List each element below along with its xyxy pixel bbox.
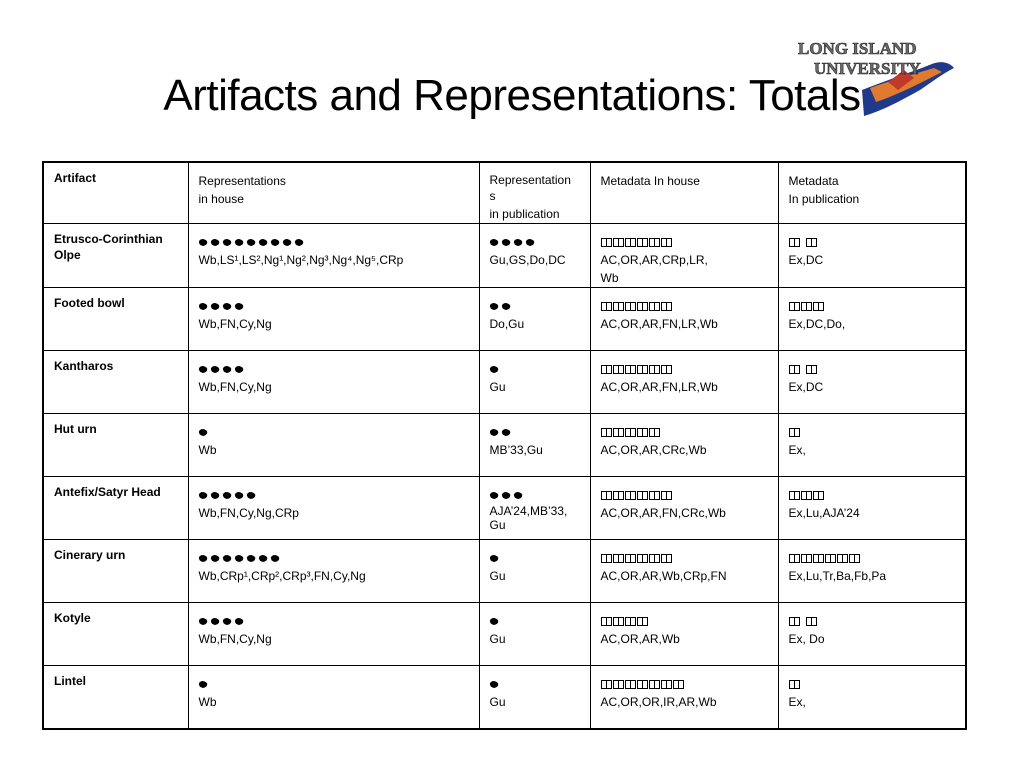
metadata-book-icon xyxy=(813,554,824,563)
metadata-in-house-icons xyxy=(601,612,768,630)
metadata-in-publication-cell xyxy=(778,351,966,414)
representation-blob-icon xyxy=(234,554,243,562)
metadata-book-icon xyxy=(825,554,836,563)
representation-blob-icon xyxy=(210,617,219,625)
rep-in-publication-cell xyxy=(479,666,590,730)
metadata-book-icon xyxy=(613,617,624,626)
representation-blob-icon xyxy=(246,554,255,562)
metadata-in-house-cell xyxy=(590,603,778,666)
metadata-in-publication-codes: Ex,Lu,Tr,Ba,Fb,Pa xyxy=(788,569,887,583)
rep-in-house-icons xyxy=(199,360,469,378)
metadata-book-icon xyxy=(789,680,800,689)
metadata-in-publication-cell xyxy=(778,477,966,540)
representation-blob-icon xyxy=(489,491,498,499)
artifact-cell xyxy=(43,666,188,730)
metadata-book-icon xyxy=(789,238,800,247)
metadata-in-house-codes: AC,OR,AR,FN,LR,Wb xyxy=(600,380,718,394)
rep-in-house-codes: Wb,FN,Cy,Ng xyxy=(198,380,272,394)
header-row xyxy=(43,162,966,224)
logo-line-1: LONG ISLAND xyxy=(798,39,917,58)
metadata-book-icon xyxy=(601,617,612,626)
rep-in-publication-cell xyxy=(479,477,590,540)
metadata-book-icon xyxy=(601,554,612,563)
metadata-book-icon xyxy=(613,491,624,500)
metadata-book-icon xyxy=(601,302,612,311)
metadata-book-icon xyxy=(613,365,624,374)
metadata-book-icon xyxy=(649,238,660,247)
metadata-book-icon xyxy=(789,428,800,437)
representation-blob-icon xyxy=(198,238,207,246)
metadata-book-icon xyxy=(661,491,672,500)
representation-blob-icon xyxy=(489,365,498,373)
rep-in-house-cell xyxy=(188,351,479,414)
artifact-cell xyxy=(43,414,188,477)
metadata-in-house-cell xyxy=(590,288,778,351)
representation-blob-icon xyxy=(258,554,267,562)
representation-blob-icon xyxy=(501,491,510,499)
artifact-cell xyxy=(43,351,188,414)
metadata-book-icon xyxy=(613,680,624,689)
metadata-in-house-codes: AC,OR,AR,Wb xyxy=(600,632,680,646)
artifact-cell xyxy=(43,540,188,603)
rep-in-house-cell xyxy=(188,603,479,666)
representation-blob-icon xyxy=(489,428,498,436)
artifact-name: Footed bowl xyxy=(54,296,125,310)
artifact-cell xyxy=(43,224,188,288)
metadata-book-icon xyxy=(601,428,612,437)
representation-blob-icon xyxy=(210,238,219,246)
rep-in-house-codes: Wb,CRp¹,CRp²,CRp³,FN,Cy,Ng xyxy=(198,569,366,583)
metadata-book-icon xyxy=(625,491,636,500)
rep-in-house-codes: Wb,LS¹,LS²,Ng¹,Ng²,Ng³,Ng⁴,Ng⁵,CRp xyxy=(198,253,404,267)
representation-blob-icon xyxy=(501,302,510,310)
metadata-book-icon xyxy=(801,554,812,563)
representation-blob-icon xyxy=(270,238,279,246)
representation-blob-icon xyxy=(198,617,207,625)
university-logo xyxy=(792,30,957,122)
metadata-book-icon xyxy=(649,302,660,311)
rep-in-house-cell xyxy=(188,414,479,477)
representation-blob-icon xyxy=(501,428,510,436)
artifact-cell xyxy=(43,288,188,351)
rep-in-publication-cell xyxy=(479,603,590,666)
metadata-in-publication-codes: Ex,DC xyxy=(788,380,824,394)
rep-in-publication-codes: Gu xyxy=(489,380,506,394)
metadata-in-publication-icons xyxy=(789,360,956,378)
metadata-in-publication-icons xyxy=(789,297,956,315)
metadata-book-icon xyxy=(789,302,800,311)
metadata-in-publication-cell xyxy=(778,224,966,288)
representation-blob-icon xyxy=(222,365,231,373)
metadata-book-icon xyxy=(806,617,817,626)
rep-in-publication-codes: Gu,GS,Do,DC xyxy=(489,253,566,267)
representation-blob-icon xyxy=(258,238,267,246)
artifact-name: Etrusco-Corinthian Olpe xyxy=(54,232,163,262)
table-row xyxy=(43,351,966,414)
rep-in-publication-codes: Gu xyxy=(489,632,506,646)
metadata-book-icon xyxy=(637,428,648,437)
metadata-in-house-cell xyxy=(590,224,778,288)
representation-blob-icon xyxy=(489,554,498,562)
representation-blob-icon xyxy=(222,617,231,625)
metadata-book-icon xyxy=(661,238,672,247)
rep-in-publication-cell xyxy=(479,288,590,351)
representation-blob-icon xyxy=(246,491,255,499)
metadata-in-publication-codes: Ex, xyxy=(788,443,806,457)
rep-in-publication-icons xyxy=(490,549,580,567)
metadata-book-icon xyxy=(601,238,612,247)
header-artifact: Artifact xyxy=(43,162,188,224)
logo-line-2: UNIVERSITY xyxy=(814,59,921,78)
representation-blob-icon xyxy=(210,302,219,310)
representation-blob-icon xyxy=(489,302,498,310)
metadata-book-icon xyxy=(637,617,648,626)
metadata-in-house-codes: AC,OR,AR,Wb,CRp,FN xyxy=(600,569,727,583)
artifact-name: Cinerary urn xyxy=(54,548,126,562)
representation-blob-icon xyxy=(525,238,534,246)
rep-in-publication-icons xyxy=(490,423,580,441)
metadata-in-publication-icons xyxy=(789,486,956,504)
metadata-book-icon xyxy=(813,302,824,311)
representation-blob-icon xyxy=(489,238,498,246)
representation-blob-icon xyxy=(198,302,207,310)
representation-blob-icon xyxy=(489,680,498,688)
metadata-book-icon xyxy=(649,365,660,374)
slide-title: Artifacts and Representations: Totals xyxy=(163,71,861,120)
representation-blob-icon xyxy=(198,491,207,499)
metadata-book-icon xyxy=(637,365,648,374)
metadata-in-publication-cell xyxy=(778,603,966,666)
rep-in-house-cell xyxy=(188,288,479,351)
rep-in-publication-codes: Do,Gu xyxy=(489,317,525,331)
representation-blob-icon xyxy=(222,302,231,310)
rep-in-house-codes: Wb,FN,Cy,Ng,CRp xyxy=(198,506,299,520)
metadata-in-publication-cell xyxy=(778,666,966,730)
metadata-in-house-icons xyxy=(601,360,768,378)
rep-in-publication-codes: Gu xyxy=(489,569,506,583)
metadata-in-house-icons xyxy=(601,233,768,251)
rep-in-publication-cell xyxy=(479,351,590,414)
representation-blob-icon xyxy=(234,302,243,310)
metadata-in-publication-icons xyxy=(789,549,956,567)
rep-in-house-icons xyxy=(199,486,469,504)
metadata-book-icon xyxy=(601,365,612,374)
rep-in-house-icons xyxy=(199,612,469,630)
rep-in-house-cell xyxy=(188,477,479,540)
metadata-in-house-icons xyxy=(601,486,768,504)
metadata-in-house-icons xyxy=(601,549,768,567)
representation-blob-icon xyxy=(270,554,279,562)
artifact-name: Kotyle xyxy=(54,611,91,625)
representation-blob-icon xyxy=(513,238,522,246)
artifact-name: Kantharos xyxy=(54,359,114,373)
metadata-book-icon xyxy=(601,491,612,500)
table-row xyxy=(43,477,966,540)
metadata-book-icon xyxy=(661,680,672,689)
table-row xyxy=(43,666,966,730)
artifact-name: Hut urn xyxy=(54,422,97,436)
metadata-in-house-icons xyxy=(601,675,768,693)
metadata-in-house-codes: AC,OR,AR,FN,LR,Wb xyxy=(600,317,718,331)
representation-blob-icon xyxy=(198,365,207,373)
metadata-book-icon xyxy=(801,302,812,311)
metadata-book-icon xyxy=(801,491,812,500)
metadata-in-house-icons xyxy=(601,297,768,315)
metadata-book-icon xyxy=(613,554,624,563)
metadata-book-icon xyxy=(601,680,612,689)
metadata-book-icon xyxy=(637,238,648,247)
representation-blob-icon xyxy=(210,554,219,562)
metadata-book-icon xyxy=(789,617,800,626)
rep-in-house-codes: Wb xyxy=(198,443,217,457)
metadata-book-icon xyxy=(637,302,648,311)
rep-in-publication-icons xyxy=(490,360,580,378)
table-row xyxy=(43,540,966,603)
artifacts-table xyxy=(42,161,967,730)
representation-blob-icon xyxy=(198,680,207,688)
representation-blob-icon xyxy=(501,238,510,246)
metadata-book-icon xyxy=(625,428,636,437)
representation-blob-icon xyxy=(198,554,207,562)
rep-in-publication-icons xyxy=(490,612,580,630)
header-metadata-in-house: Metadata In house xyxy=(590,162,778,224)
metadata-in-publication-icons xyxy=(789,423,956,441)
table-row xyxy=(43,414,966,477)
artifact-name: Lintel xyxy=(54,674,86,688)
rep-in-house-icons xyxy=(199,675,469,693)
metadata-book-icon xyxy=(613,302,624,311)
rep-in-house-icons xyxy=(199,233,469,251)
metadata-in-house-cell xyxy=(590,666,778,730)
metadata-in-publication-codes: Ex,DC,Do, xyxy=(788,317,846,331)
metadata-in-house-icons xyxy=(601,423,768,441)
rep-in-house-codes: Wb,FN,Cy,Ng xyxy=(198,317,272,331)
rep-in-house-cell xyxy=(188,540,479,603)
metadata-book-icon xyxy=(625,238,636,247)
artifact-cell xyxy=(43,603,188,666)
metadata-in-house-codes: AC,OR,AR,CRp,LR, xyxy=(600,253,708,267)
rep-in-publication-icons xyxy=(490,486,580,504)
representation-blob-icon xyxy=(282,238,291,246)
metadata-in-publication-codes: Ex, Do xyxy=(788,632,825,646)
metadata-in-house-cell xyxy=(590,351,778,414)
representation-blob-icon xyxy=(234,491,243,499)
metadata-in-publication-codes: Ex,DC xyxy=(788,253,824,267)
metadata-in-publication-cell xyxy=(778,540,966,603)
metadata-book-icon xyxy=(649,554,660,563)
representation-blob-icon xyxy=(222,554,231,562)
rep-in-publication-cell xyxy=(479,224,590,288)
metadata-book-icon xyxy=(813,491,824,500)
metadata-in-house-codes: AC,OR,AR,FN,CRc,Wb xyxy=(600,506,726,520)
rep-in-publication-icons xyxy=(490,233,580,251)
metadata-in-publication-codes: Ex, xyxy=(788,695,806,709)
representation-blob-icon xyxy=(234,617,243,625)
metadata-book-icon xyxy=(849,554,860,563)
metadata-in-house-cell xyxy=(590,477,778,540)
metadata-in-house-codes: AC,OR,OR,IR,AR,Wb xyxy=(600,695,717,709)
metadata-book-icon xyxy=(637,554,648,563)
metadata-in-publication-codes: Ex,Lu,AJA’24 xyxy=(788,506,860,520)
representation-blob-icon xyxy=(234,238,243,246)
metadata-book-icon xyxy=(649,491,660,500)
metadata-in-publication-icons xyxy=(789,612,956,630)
rep-in-house-codes: Wb xyxy=(198,695,217,709)
metadata-book-icon xyxy=(637,680,648,689)
header-rep-in-house: Representations in house xyxy=(188,162,479,224)
metadata-in-house-cell xyxy=(590,540,778,603)
representation-blob-icon xyxy=(489,617,498,625)
metadata-book-icon xyxy=(806,365,817,374)
metadata-book-icon xyxy=(649,680,660,689)
rep-in-house-codes: Wb,FN,Cy,Ng xyxy=(198,632,272,646)
representation-blob-icon xyxy=(210,365,219,373)
rep-in-house-icons xyxy=(199,549,469,567)
metadata-in-house-codes: AC,OR,AR,CRc,Wb xyxy=(600,443,707,457)
representation-blob-icon xyxy=(222,238,231,246)
table-row xyxy=(43,288,966,351)
representation-blob-icon xyxy=(210,491,219,499)
metadata-book-icon xyxy=(789,491,800,500)
metadata-book-icon xyxy=(649,428,660,437)
metadata-in-publication-icons xyxy=(789,233,956,251)
representation-blob-icon xyxy=(246,238,255,246)
rep-in-publication-cell xyxy=(479,414,590,477)
table-row xyxy=(43,603,966,666)
metadata-book-icon xyxy=(837,554,848,563)
metadata-book-icon xyxy=(625,302,636,311)
metadata-in-publication-icons xyxy=(789,675,956,693)
metadata-in-house-cell xyxy=(590,414,778,477)
metadata-book-icon xyxy=(625,680,636,689)
rep-in-house-cell xyxy=(188,224,479,288)
artifact-cell xyxy=(43,477,188,540)
representation-blob-icon xyxy=(294,238,303,246)
representation-blob-icon xyxy=(222,491,231,499)
rep-in-publication-icons xyxy=(490,675,580,693)
table-row xyxy=(43,224,966,288)
metadata-in-publication-cell xyxy=(778,288,966,351)
metadata-book-icon xyxy=(613,428,624,437)
rep-in-publication-cell xyxy=(479,540,590,603)
metadata-in-house-codes-cont: Wb xyxy=(600,271,619,285)
metadata-book-icon xyxy=(789,554,800,563)
metadata-book-icon xyxy=(789,365,800,374)
rep-in-publication-icons xyxy=(490,297,580,315)
metadata-book-icon xyxy=(673,680,684,689)
metadata-book-icon xyxy=(613,238,624,247)
representation-blob-icon xyxy=(198,428,207,436)
rep-in-house-cell xyxy=(188,666,479,730)
rep-in-publication-codes-cont: Gu xyxy=(489,518,506,532)
rep-in-house-icons xyxy=(199,297,469,315)
metadata-book-icon xyxy=(661,365,672,374)
artifact-name: Antefix/Satyr Head xyxy=(54,485,161,499)
metadata-book-icon xyxy=(625,365,636,374)
metadata-book-icon xyxy=(625,554,636,563)
metadata-book-icon xyxy=(806,238,817,247)
metadata-book-icon xyxy=(625,617,636,626)
rep-in-house-icons xyxy=(199,423,469,441)
metadata-in-publication-cell xyxy=(778,414,966,477)
rep-in-publication-codes: AJA’24,MB’33, xyxy=(489,504,568,518)
rep-in-publication-codes: MB’33,Gu xyxy=(489,443,543,457)
metadata-book-icon xyxy=(661,302,672,311)
metadata-book-icon xyxy=(637,491,648,500)
representation-blob-icon xyxy=(513,491,522,499)
rep-in-publication-codes: Gu xyxy=(489,695,506,709)
header-rep-in-publication: Representation s in publication xyxy=(479,162,590,224)
representation-blob-icon xyxy=(234,365,243,373)
header-metadata-in-publication: Metadata In publication xyxy=(778,162,966,224)
metadata-book-icon xyxy=(661,554,672,563)
